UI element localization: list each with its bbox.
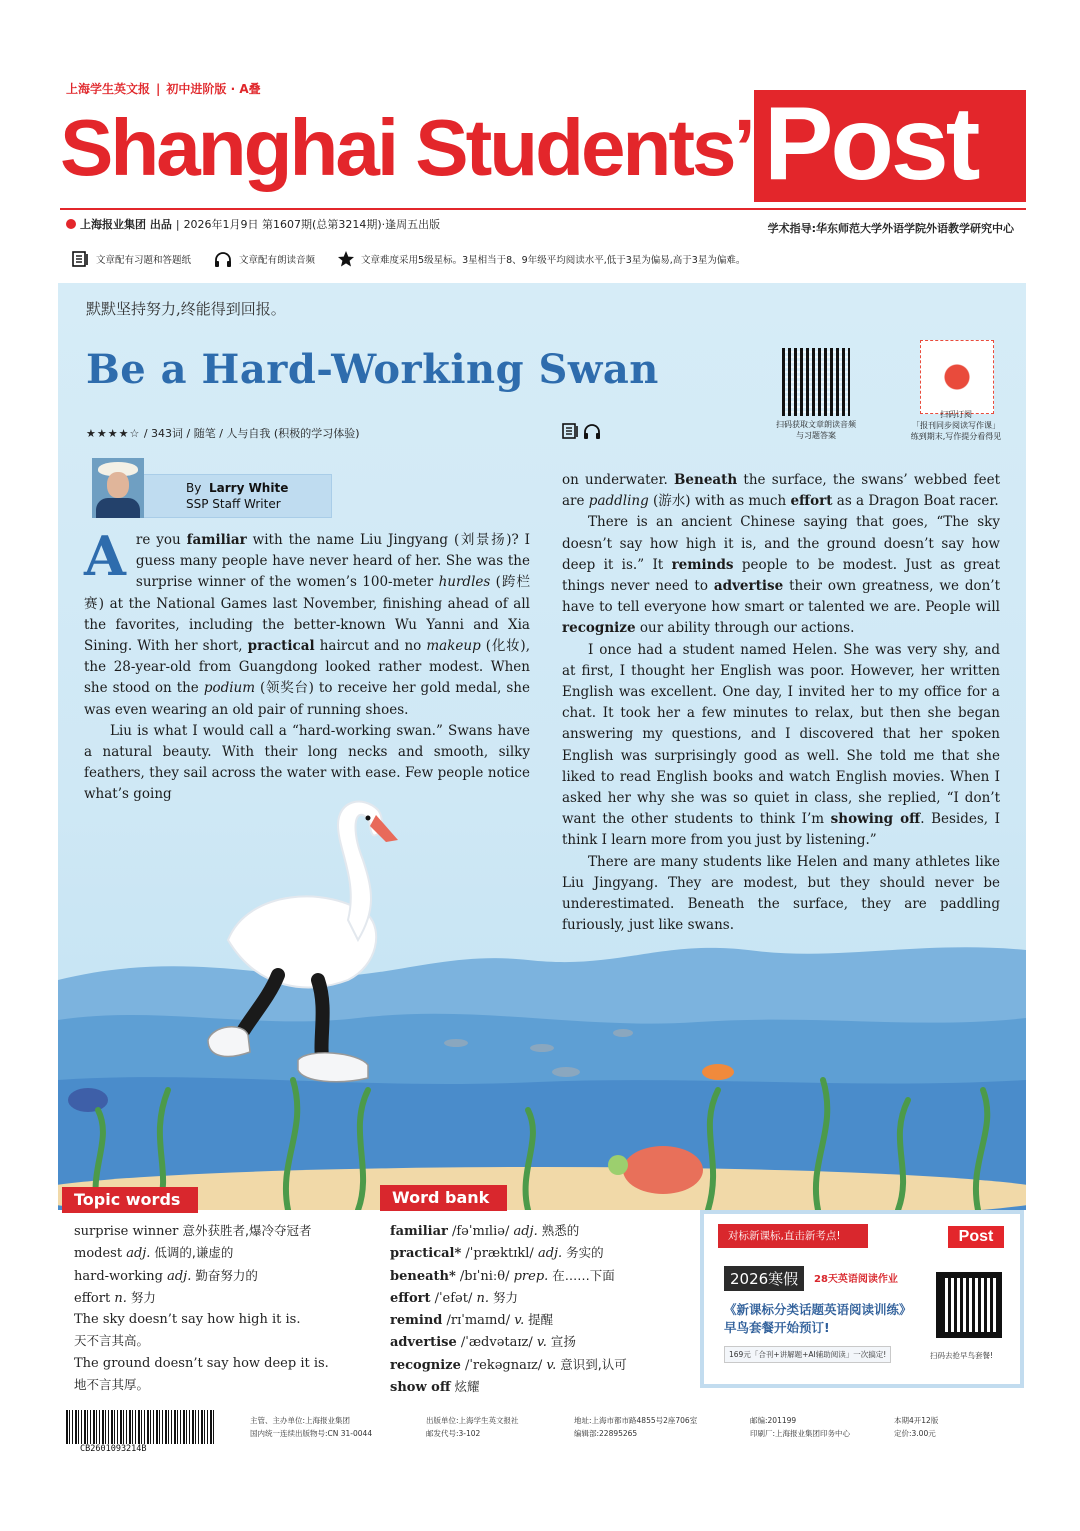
promo-subtitle: 早鸟套餐开始预订! [724,1320,830,1335]
word-bank-tag: Word bank [380,1185,507,1211]
list-item: practical* /ˈpræktɪkl/ adj. 务实的 [390,1245,604,1262]
promo-series: 28天英语阅读作业 [814,1274,898,1285]
promo-post-logo: Post [948,1226,1004,1248]
headphones-icon [582,422,602,440]
subscribe-qr-code[interactable] [920,340,994,414]
swan-eye [366,816,371,821]
legend [72,250,767,268]
author-photo [92,458,144,518]
paragraph-3: on underwater. Beneath the surface, the swans’ webbed feet are paddling (游水) with as much effort as a Dragon Boat racer. [562,472,1000,510]
promo-qr-caption: 扫码去抢早鸟套餐! [930,1351,994,1360]
promo-qr-code[interactable] [936,1272,1002,1338]
barcode [66,1410,216,1444]
footer-col-5: 本期4开12版 定价:3.00元 [894,1416,939,1438]
masthead-title: Shanghai Students’ [60,103,753,192]
turtle-shell [623,1146,703,1194]
list-item: 天不言其高。 [74,1333,150,1349]
paragraph-6: There are many students like Helen and many athletes like Liu Jingyang. They are modest, but they should never be underestimated. Beneath the surface, they are paddling furiously, just like swans. [562,853,1000,934]
list-item: remind /rɪˈmaɪnd/ v. 提醒 [390,1312,554,1329]
turtle-head [608,1155,628,1175]
edition-label: 上海学生英文报 | 初中进阶版 · A叠 [66,82,261,96]
drop-cap: A [84,524,126,588]
barcode-number: CB2601093214B [80,1444,147,1454]
list-item: recognize /ˈrekəgnaɪz/ v. 意识到,认可 [390,1356,627,1373]
exercise-sheet-icon [562,422,580,440]
issue-line: 上海报业集团 出品 | 2026年1月9日 第1607期(总第3214期)·逢周五出版 [66,216,440,232]
topic-words-list [74,1220,329,1396]
paragraph-2: Liu is what I would call a “hard-working swan.” Swans have a natural beauty. With their long necks and smooth, silky feathers, they sail across the water with ease. Few people notice what’s going [84,722,530,803]
list-item: advertise /ˈædvətaɪz/ v. 宣扬 [390,1334,576,1351]
footer-col-2: 出版单位:上海学生英文报社 邮发代号:3-102 [426,1416,519,1438]
article-meta-info: / 343词 / 随笔 / 人与自我 (积极的学习体验) [143,427,360,440]
promo-banner: 对标新课标,直击新考点! [718,1224,868,1248]
academic-guidance: 学术指导:华东师范大学外语学院外语教学研究中心 [767,222,1014,235]
difficulty-stars: ★★★★☆ [86,427,141,440]
list-item: hard-working adj. 勤奋努力的 [74,1267,258,1284]
byline: By Larry White SSP Staff Writer [186,481,289,512]
article-meta [86,425,360,441]
swan-beak [370,815,398,842]
audio-qr-code[interactable] [782,348,850,416]
author-role: SSP Staff Writer [186,497,281,512]
list-item: effort n. 努力 [74,1289,156,1306]
article-column-right [562,470,1000,936]
exercise-sheet-icon [72,251,90,267]
publisher-logo-icon [66,219,76,229]
masthead-rule [60,208,1026,210]
legend-audio: 文章配有朗读音频 [213,251,315,267]
list-item: beneath* /bɪˈniːθ/ prep. 在……下面 [390,1267,615,1284]
sneaker-left [208,1027,250,1057]
topic-words-tag: Topic words [62,1187,198,1213]
legend-difficulty: 文章难度采用5级星标。3星相当于8、9年级平均阅读水平,低于3星为偏易,高于3星为偏难。 [337,250,745,268]
issue-details: 2026年1月9日 第1607期(总第3214期)·逢周五出版 [183,218,441,231]
article-column-left [84,524,530,806]
paragraph-5: I once had a student named Helen. She was very shy, and at first, I thought her English was poor. However, her written English was excellent. One day, I invited her to my office for a chat. It took her a few minutes to relax, but then she began answering my questions, and I discovered that her spoken English was surprisingly good as well. She told me that she liked to read English books and watch English movies. When I asked her why she was so quiet in class, she replied, “I don’t want the other students to think I’m showing off. Besides, I think I learn more from you just by listening.” [562,641,1000,849]
headphones-icon [213,251,233,267]
footer-col-4: 邮编:201199 印刷厂:上海报业集团印务中心 [750,1416,851,1438]
article-media-icons [562,422,602,440]
audio-qr-caption: 扫码获取文章朗读音频 与习题答案 [776,420,856,440]
promo-price: 169元「合刊+讲解题+AI辅助阅读」一次搞定! [724,1346,891,1363]
author-name: Larry White [208,481,289,495]
blue-fish [68,1088,108,1112]
list-item: The ground doesn’t say how deep it is. [74,1355,329,1371]
issue-publisher: 上海报业集团 出品 [80,218,172,231]
edition-name: 上海学生英文报 [66,82,151,96]
promo-ad[interactable] [700,1210,1024,1388]
masthead-post: Post [764,86,978,202]
legend-exercise: 文章配有习题和答题纸 [72,251,191,267]
footer-col-1: 主管、主办单位:上海报业集团 国内统一连续出版物号:CN 31-0044 [250,1416,373,1438]
list-item: The sky doesn’t say how high it is. [74,1312,301,1328]
promo-title: 《新课标分类话题英语阅读训练》 [724,1302,912,1317]
paragraph-1: Are you familiar with the name Liu Jingyang (刘景扬)? I guess many people have never heard of her. She was the surprise winner of the women’s 100-meter hurdles (跨栏赛) at the National Games last November, finishing ahead of all the favorites, including the better-known Wu Yanni and Xia Sining. With her short, practical haircut and no makeup (化妆), the 28-year-old from Guangdong looked rather modest. When she stood on the podium (领奖台) to receive her gold medal, she was even wearing an old pair of running shoes. [84,524,530,718]
edition-level: 初中进阶版 · A叠 [166,82,261,96]
list-item: modest adj. 低调的,谦虚的 [74,1245,234,1262]
list-item: surprise winner 意外获胜者,爆冷夺冠者 [74,1223,312,1239]
word-bank-list [390,1220,627,1398]
list-item: 地不言其厚。 [74,1377,150,1393]
article-headline: Be a Hard-Working Swan [86,346,659,393]
footer-col-3: 地址:上海市都市路4855号2座706室 编辑部:22895265 [574,1416,698,1438]
list-item: effort /ˈefət/ n. 努力 [390,1289,518,1306]
star-icon [337,250,355,268]
paragraph-4: There is an ancient Chinese saying that goes, “The sky doesn’t say how high it is, and the ground doesn’t say how deep it is.” It reminds people to be modest. Just as great things never need to advertise their own greatness, we don’t have to tell everyone how smart or talented we are. People will recognize our ability through our actions. [562,514,1001,637]
article-kicker: 默默坚持努力,终能得到回报。 [86,300,286,318]
promo-year: 2026寒假 [724,1266,804,1291]
subscribe-qr-caption: 扫码订阅 「报刊同步阅读写作课」 练到期末,写作提分看得见 [910,410,1002,441]
list-item: show off 炫耀 [390,1379,480,1396]
list-item: familiar /fəˈmɪliə/ adj. 熟悉的 [390,1223,580,1239]
orange-fish [702,1064,734,1080]
